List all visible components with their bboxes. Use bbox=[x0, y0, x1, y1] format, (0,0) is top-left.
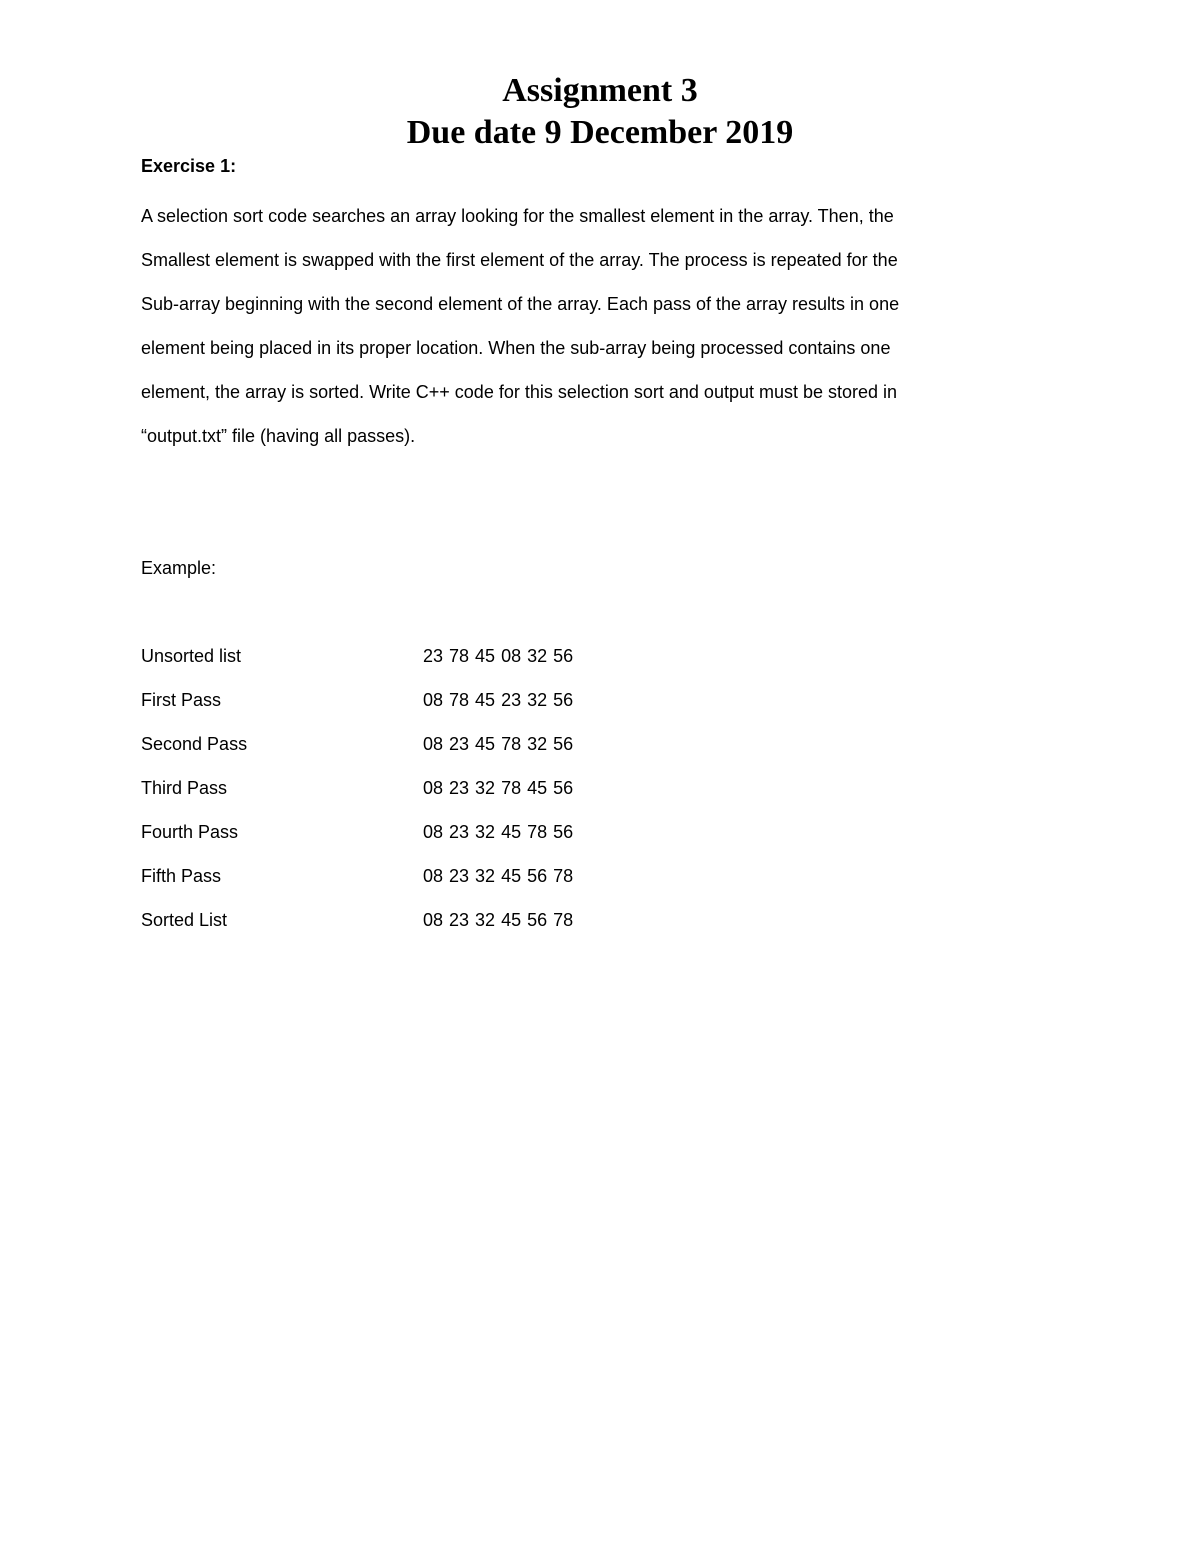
pass-values: 08 23 32 45 78 56 bbox=[423, 821, 574, 842]
pass-label: Unsorted list bbox=[141, 645, 242, 666]
table-row bbox=[141, 722, 573, 766]
pass-label: Third Pass bbox=[141, 777, 228, 798]
pass-values: 08 23 32 78 45 56 bbox=[423, 777, 574, 798]
pass-label: First Pass bbox=[141, 689, 222, 710]
table-row bbox=[141, 678, 573, 722]
document-title bbox=[0, 70, 1200, 154]
paragraph-line: Smallest element is swapped with the first element of the array. The process is repeated for the bbox=[141, 250, 898, 270]
paragraph-line: element, the array is sorted. Write C++ code for this selection sort and output must be stored in bbox=[141, 382, 898, 402]
pass-values: 23 78 45 08 32 56 bbox=[423, 645, 574, 666]
paragraph-line: Sub-array beginning with the second element of the array. Each pass of the array results in one bbox=[141, 294, 900, 314]
table-row bbox=[141, 854, 573, 898]
table-row bbox=[141, 810, 573, 854]
table-row bbox=[141, 766, 573, 810]
paragraph-line: “output.txt” file (having all passes). bbox=[141, 426, 416, 446]
paragraph-line: element being placed in its proper location. When the sub-array being processed contains one bbox=[141, 338, 891, 358]
title-due-date: Due date 9 December 2019 bbox=[406, 114, 794, 151]
pass-label: Fourth Pass bbox=[141, 821, 239, 842]
paragraph-line: A selection sort code searches an array looking for the smallest element in the array. Then, the bbox=[141, 206, 894, 226]
pass-values: 08 23 32 45 56 78 bbox=[423, 909, 574, 930]
table-row bbox=[141, 898, 573, 942]
exercise-heading: Exercise 1: bbox=[141, 156, 237, 176]
pass-values: 08 78 45 23 32 56 bbox=[423, 689, 574, 710]
pass-values: 08 23 32 45 56 78 bbox=[423, 865, 574, 886]
pass-label: Second Pass bbox=[141, 733, 248, 754]
pass-label: Fifth Pass bbox=[141, 865, 222, 886]
document-body bbox=[141, 150, 1041, 942]
example-table bbox=[141, 634, 573, 942]
title-assignment: Assignment 3 bbox=[502, 72, 698, 109]
exercise-description bbox=[141, 194, 1011, 458]
table-row bbox=[141, 634, 573, 678]
pass-label: Sorted List bbox=[141, 909, 228, 930]
pass-values: 08 23 45 78 32 56 bbox=[423, 733, 574, 754]
example-label: Example: bbox=[141, 558, 217, 578]
